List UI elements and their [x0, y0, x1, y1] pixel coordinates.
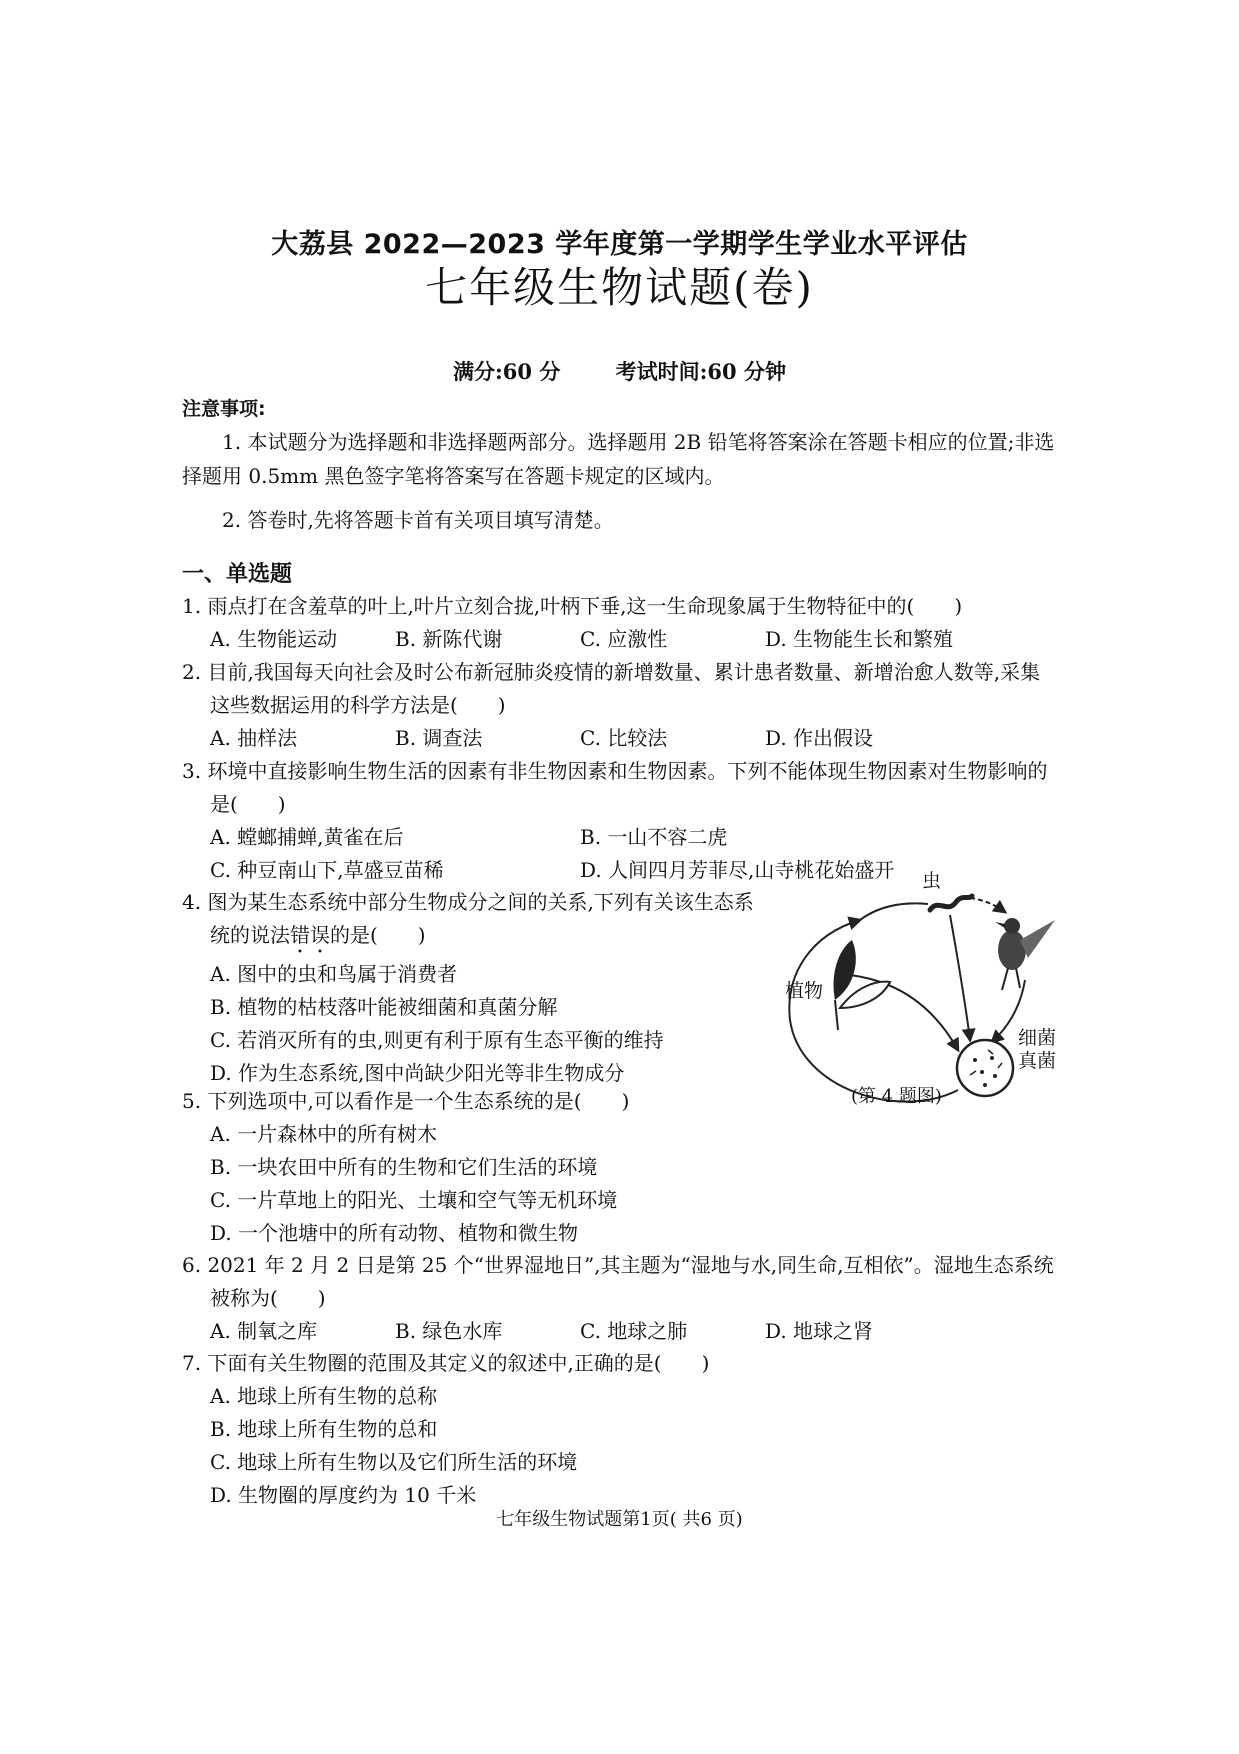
option-c: C. 应激性	[580, 627, 668, 651]
option-d: D. 人间四月芳菲尽,山寺桃花始盛开	[580, 858, 895, 882]
plant-to-insect-arrow	[860, 903, 928, 920]
option-a: A. 螳螂捕蝉,黄雀在后	[210, 825, 404, 849]
question-stem: 6. 2021 年 2 月 2 日是第 25 个“世界湿地日”,其主题为“湿地与水,同生命,互相依”。湿地生态系统被称为( )	[182, 1253, 1054, 1310]
notice-item-2: 2. 答卷时,先将答题卡首有关项目填写清楚。	[222, 508, 614, 532]
option-b: B. 一山不容二虎	[580, 825, 728, 849]
option-a: A. 地球上所有生物的总称	[210, 1384, 438, 1408]
option-b: B. 地球上所有生物的总和	[210, 1417, 438, 1441]
stem-emphasis: 错误	[290, 923, 330, 947]
option-b: B. 调查法	[395, 726, 483, 750]
exam-subtitle: 七年级生物试题(卷)	[425, 263, 814, 312]
option-b: B. 植物的枯枝落叶能被细菌和真菌分解	[210, 995, 558, 1019]
option-c: C. 地球之肺	[580, 1319, 688, 1343]
page-footer: 七年级生物试题第1页( 共6 页)	[496, 1509, 743, 1530]
question-stem: 5. 下列选项中,可以看作是一个生态系统的是( )	[182, 1089, 630, 1113]
option-d: D. 生物能生长和繁殖	[765, 627, 954, 651]
question-4	[182, 886, 762, 1090]
label-bacteria: 细菌	[1018, 1027, 1057, 1049]
option-a: A. 抽样法	[210, 726, 298, 750]
option-d: D. 作为生态系统,图中尚缺少阳光等非生物成分	[210, 1061, 625, 1085]
stem-text: 4. 图为某生态系统中部分生物成分之间的关系,下列有关该生态系统的说法	[182, 890, 754, 947]
option-d: D. 生物圈的厚度约为 10 千米	[210, 1483, 477, 1507]
insect-icon	[930, 896, 972, 910]
question-stem: 1. 雨点打在含羞草的叶上,叶片立刻合拢,叶柄下垂,这一生命现象属于生物特征中的( )	[182, 594, 963, 618]
question-stem	[182, 886, 762, 958]
ecosystem-diagram	[780, 880, 1070, 1110]
exam-meta	[0, 356, 1239, 386]
label-insect: 虫	[922, 870, 942, 892]
insect-to-bird-arrow	[970, 898, 1005, 912]
exam-title: 大荔县 2022—2023 学年度第一学期学生学业水平评估	[271, 229, 968, 260]
option-c: C. 地球上所有生物以及它们所生活的环境	[210, 1450, 578, 1474]
question-stem: 3. 环境中直接影响生物生活的因素有非生物因素和生物因素。下列不能体现生物因素对生物影响的是( )	[182, 759, 1048, 816]
option-b: B. 绿色水库	[395, 1319, 503, 1343]
question-stem: 2. 目前,我国每天向社会及时公布新冠肺炎疫情的新增数量、累计患者数量、新增治愈人数等,采集这些数据运用的科学方法是( )	[182, 660, 1041, 717]
option-a: A. 图中的虫和鸟属于消费者	[210, 962, 458, 986]
option-a: A. 制氧之库	[210, 1319, 318, 1343]
full-score: 满分:60 分	[453, 359, 561, 384]
stem-text: 的是( )	[330, 923, 426, 947]
option-d: D. 地球之肾	[765, 1319, 874, 1343]
question-2	[182, 656, 1057, 755]
option-c: C. 若消灭所有的虫,则更有利于原有生态平衡的维持	[210, 1028, 664, 1052]
decompose-arrow	[789, 920, 958, 1102]
question-5	[182, 1085, 1057, 1250]
option-b: B. 新陈代谢	[395, 627, 503, 651]
option-d: D. 作出假设	[765, 726, 874, 750]
label-plant: 植物	[785, 980, 824, 1002]
exam-time: 考试时间:60 分钟	[615, 359, 786, 384]
label-fungi: 真菌	[1018, 1050, 1057, 1072]
question-7	[182, 1347, 1057, 1512]
option-c: C. 种豆南山下,草盛豆苗稀	[210, 858, 444, 882]
question-stem: 7. 下面有关生物圈的范围及其定义的叙述中,正确的是( )	[182, 1351, 710, 1375]
question-1	[182, 590, 1057, 656]
option-c: C. 比较法	[580, 726, 668, 750]
figure-caption: (第 4 题图)	[851, 1086, 942, 1107]
option-b: B. 一块农田中所有的生物和它们生活的环境	[210, 1155, 598, 1179]
bird-icon	[995, 918, 1055, 990]
section-title: 一、单选题	[182, 562, 293, 587]
notice-item-1: 1. 本试题分为选择题和非选择题两部分。选择题用 2B 铅笔将答案涂在答题卡相应的位置;非选择题用 0.5mm 黑色签字笔将答案写在答题卡规定的区域内。	[182, 430, 1055, 488]
option-a: A. 一片森林中的所有树木	[210, 1122, 438, 1146]
insect-to-microbe-arrow	[950, 915, 970, 1040]
notice-title: 注意事项:	[182, 398, 266, 420]
question-6	[182, 1249, 1057, 1348]
option-d: D. 一个池塘中的所有动物、植物和微生物	[210, 1221, 579, 1245]
plant-icon	[834, 940, 890, 1030]
option-a: A. 生物能运动	[210, 627, 338, 651]
option-c: C. 一片草地上的阳光、土壤和空气等无机环境	[210, 1188, 618, 1212]
